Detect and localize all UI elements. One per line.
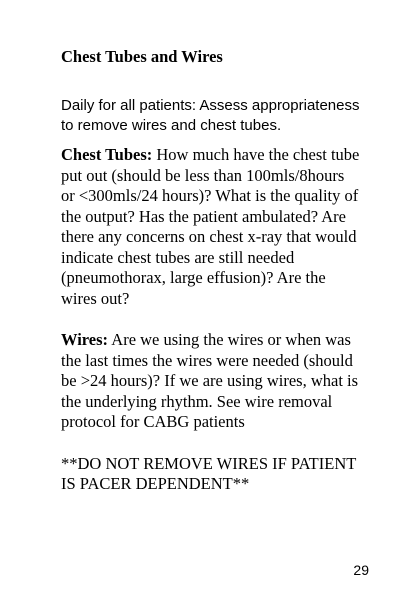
pacer-warning: **DO NOT REMOVE WIRES IF PATIENT IS PACER DEPENDENT** bbox=[61, 453, 357, 493]
wires-text: Are we using the wires or when was the last times the wires were needed (should be >24 hours)? If we are using wires, what is the underlying rhythm. See wire removal protocol for CABG patients bbox=[61, 330, 359, 431]
daily-assessment-paragraph: Daily for all patients: Assess appropriateness to remove wires and chest tubes. bbox=[61, 97, 360, 134]
section-heading: Chest Tubes and Wires bbox=[61, 47, 223, 66]
chest-tubes-paragraph bbox=[61, 145, 361, 309]
page-number: 29 bbox=[353, 562, 369, 578]
wires-paragraph bbox=[61, 330, 361, 433]
wires-label: Wires: bbox=[61, 330, 109, 349]
chest-tubes-label: Chest Tubes: bbox=[61, 145, 153, 164]
chest-tubes-text: How much have the chest tube put out (should be less than 100mls/8hours or <300mls/24 hours)? What is the quality of the output? Has the patient ambulated? Are there any concerns on chest x-ray that would indicate chest tubes are still needed (pneumothorax, large effusion)? Are the wires out? bbox=[61, 145, 360, 308]
page-content bbox=[61, 47, 361, 495]
